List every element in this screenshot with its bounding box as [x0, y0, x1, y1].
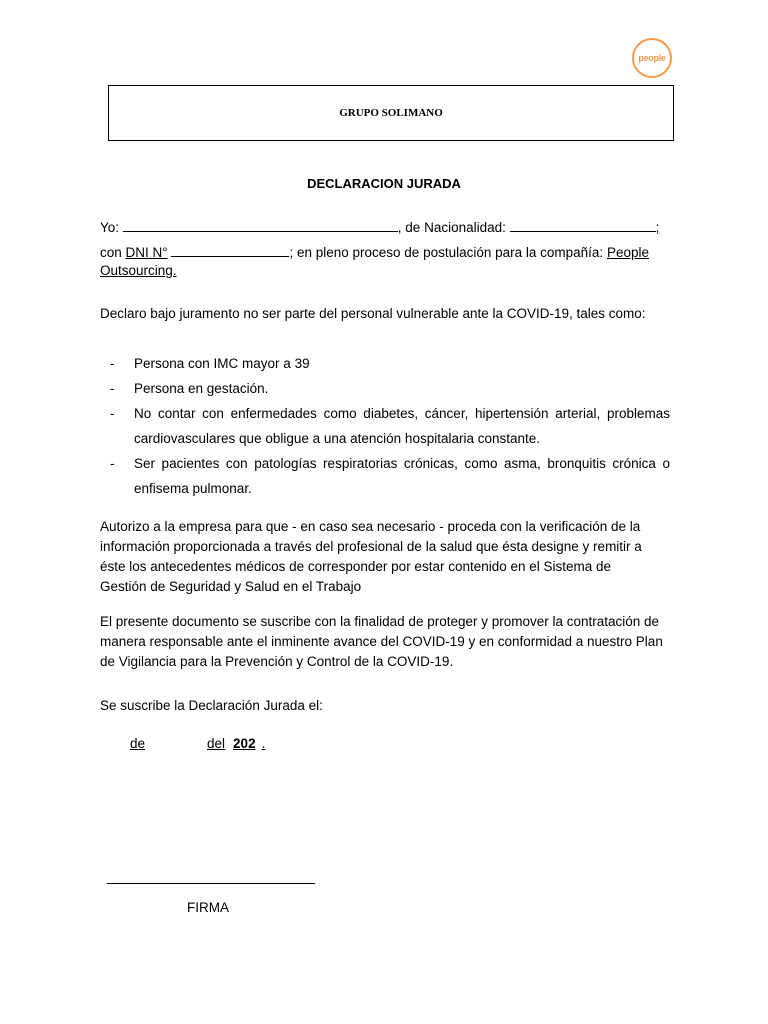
list-item: [110, 376, 670, 401]
bullet-text: Persona en gestación.: [134, 381, 269, 396]
purpose-line: El presente documento se suscribe con la finalidad de proteger y promover la contratación de: [100, 614, 660, 629]
date-year: 202: [233, 736, 256, 751]
date-line[interactable]: [100, 734, 265, 754]
postulacion-text: ; en pleno proceso de postulación para la compañía:: [289, 245, 604, 260]
authorization-line: Gestión de Seguridad y Salud en el Trabajo: [100, 579, 362, 594]
nationality-blank[interactable]: [510, 217, 656, 232]
company-name-line2: Outsourcing.: [100, 263, 177, 278]
authorization-line: Autorizo a la empresa para que - en caso sea necesario - proceda con la verificación de la: [100, 519, 641, 534]
header-title: GRUPO SOLIMANO: [339, 107, 443, 119]
company-name-line1: People: [606, 245, 649, 260]
authorization-line: información proporcionada a través del profesional de la salud que ésta designe y remitir a: [100, 539, 642, 554]
vulnerability-list: [110, 351, 670, 501]
purpose-line: manera responsable ante el inminente avance del COVID-19 y en conformidad a nuestro Plan: [100, 634, 663, 649]
authorization-line: éste los antecedentes médicos de corresponder por estar contenido en el Sistema de: [100, 559, 612, 574]
date-de-label: de: [130, 736, 146, 751]
bullet-dash: -: [110, 381, 115, 396]
bullet-dash: -: [110, 356, 115, 371]
list-item: [110, 451, 670, 501]
date-end: .: [261, 736, 266, 751]
document-title: DECLARACION JURADA: [307, 176, 461, 191]
name-blank[interactable]: [123, 217, 398, 232]
header-box: [108, 85, 674, 141]
declaration-intro: Declaro bajo juramento no ser parte del personal vulnerable ante la COVID-19, tales como:: [100, 306, 646, 321]
purpose-paragraph: [100, 612, 690, 672]
list-item: [110, 401, 670, 451]
bullet-dash: -: [110, 406, 115, 421]
yo-label: Yo:: [100, 220, 120, 235]
signature-line[interactable]: [107, 883, 315, 884]
list-item: [110, 351, 670, 376]
bullet-text: Persona con IMC mayor a 39: [134, 356, 310, 371]
authorization-paragraph: [100, 517, 680, 597]
subscribe-text: Se suscribe la Declaración Jurada el:: [100, 698, 323, 713]
bullet-text: No contar con enfermedades como diabetes, cáncer, hipertensión arterial, problemas cardiovasculares que obligue a una atención hospitalaria constante.: [134, 406, 670, 446]
nacionalidad-label: , de Nacionalidad:: [397, 220, 506, 235]
bullet-dash: -: [110, 456, 115, 471]
yo-line: [100, 217, 659, 238]
purpose-line: de Vigilancia para la Prevención y Control de la COVID-19.: [100, 654, 454, 669]
company-logo: [632, 38, 672, 78]
nationality-semicolon: ;: [655, 220, 660, 235]
logo-text: people: [638, 53, 666, 63]
bullet-text: Ser pacientes con patologías respiratorias crónicas, como asma, bronquitis crónica o enfisema pulmonar.: [134, 456, 670, 496]
dni-line: [100, 242, 649, 263]
signature-label: FIRMA: [187, 900, 229, 915]
con-label: con: [100, 245, 122, 260]
dni-label: DNI N°: [125, 245, 168, 260]
dni-blank[interactable]: [171, 242, 289, 257]
date-del-label: del: [207, 736, 226, 751]
